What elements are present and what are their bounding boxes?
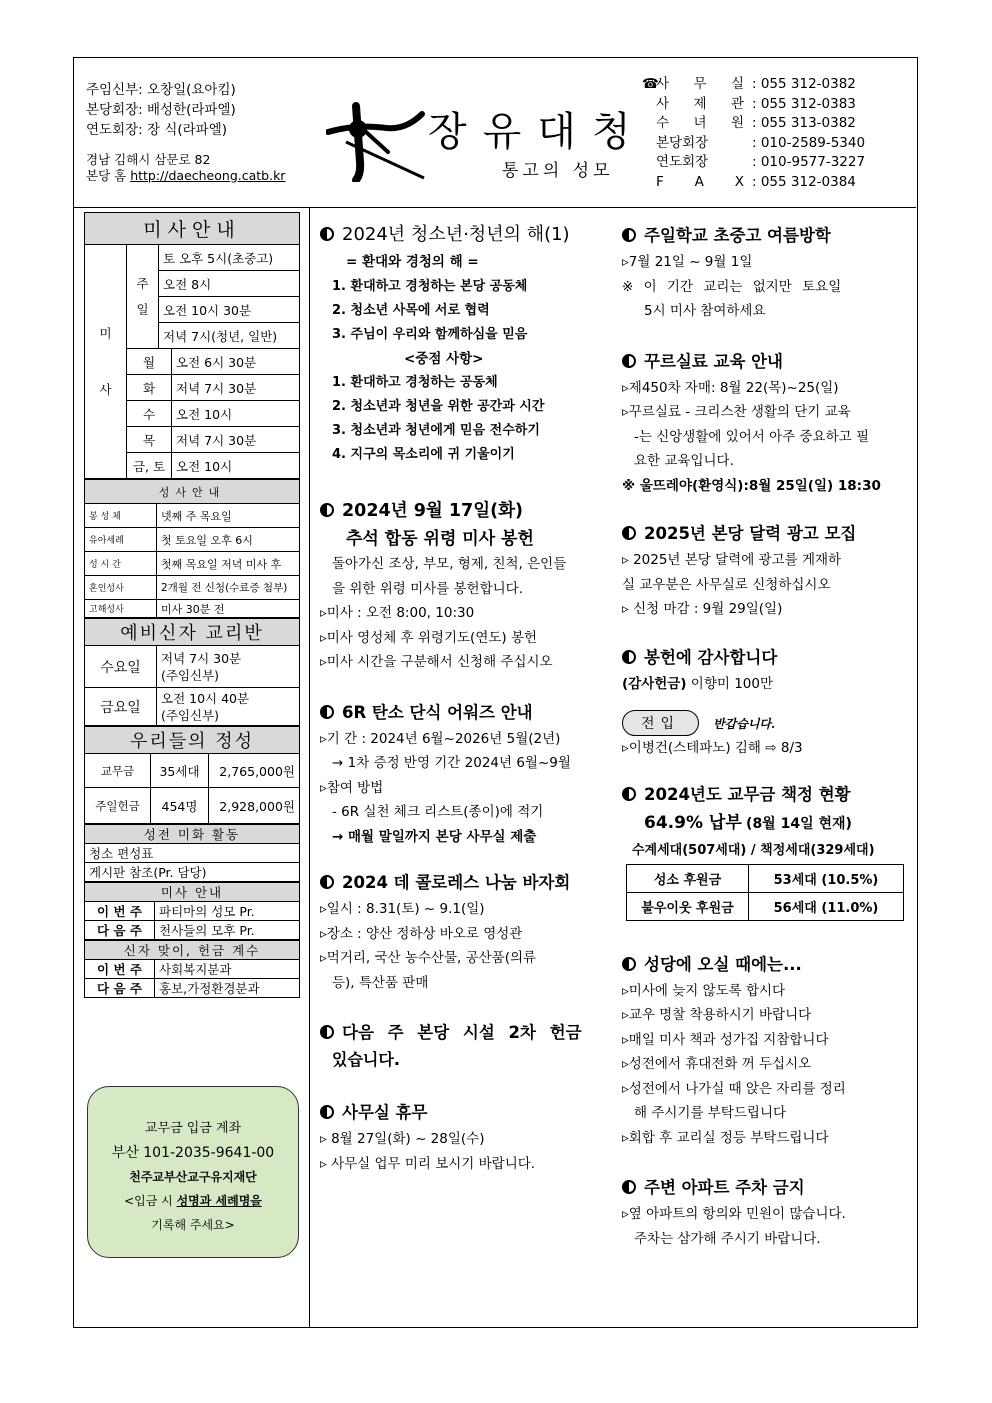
account-box bbox=[87, 1086, 299, 1258]
text-line: ▹장소 : 양산 정하상 바오로 영성관 bbox=[320, 925, 523, 942]
half-circle-icon bbox=[622, 354, 636, 368]
yeondo-president: 연도회장: 장 식(라파엘) bbox=[86, 122, 228, 138]
list-item: 2. 청소년과 청년을 위한 공간과 시간 bbox=[332, 399, 545, 414]
text-line: 주차는 삼가해 주시기 바랍니다. bbox=[634, 1230, 821, 1247]
sacrament-value: 첫 토요일 오후 6시 bbox=[157, 528, 300, 552]
account-note: <입금 시 bbox=[124, 1194, 177, 1208]
text-line: ▹ 8월 27일(화) ~ 28일(수) bbox=[320, 1131, 485, 1147]
contact-row: 사 제 관 : 055 312-0383 bbox=[656, 95, 856, 112]
sunday-mass: 오전 8시 bbox=[159, 271, 300, 297]
offering-key: 주일헌금 bbox=[85, 788, 151, 824]
half-circle-icon bbox=[320, 705, 334, 719]
bulletin-title: 장유대청 bbox=[428, 109, 647, 155]
sacrament-value: 2개월 전 신청(수료증 첨부) bbox=[157, 576, 300, 600]
offering-count: 35세대 bbox=[151, 754, 209, 788]
payment-date: (8월 14일 현재) bbox=[746, 815, 852, 832]
thanks-label: (감사헌금) bbox=[622, 675, 687, 692]
text-line: ▹미사 : 오전 8:00, 10:30 bbox=[320, 605, 475, 621]
week-value: 홍보,가정환경분과 bbox=[155, 979, 300, 998]
section-sub: = 환대와 경청의 해 = bbox=[346, 254, 479, 270]
sunday-mass: 토 오후 5시(초중고) bbox=[159, 245, 300, 271]
text-line: ▹미사 시간을 구분해서 신청해 주십시오 bbox=[320, 654, 553, 670]
mass-table bbox=[84, 212, 300, 479]
account-note: 기록해 주세요> bbox=[151, 1218, 235, 1232]
text-line: ▹ 2025년 본당 달력에 광고를 게재하 bbox=[622, 552, 842, 568]
household-count: 수계세대(507세대) / 책정세대(329세대) bbox=[632, 842, 875, 858]
support-key: 성소 후원금 bbox=[627, 864, 749, 892]
half-circle-icon bbox=[320, 503, 334, 517]
weekday-time: 오전 10시 bbox=[172, 453, 300, 479]
class-day: 수요일 bbox=[85, 646, 157, 688]
half-circle-icon bbox=[320, 875, 334, 889]
contact-row: 연도회장 : 010-9577-3227 bbox=[656, 154, 866, 171]
mass-title: 미사안내 bbox=[85, 213, 300, 245]
sacrament-title: 성사안내 bbox=[85, 480, 300, 504]
week-label: 이 번 주 bbox=[85, 960, 155, 979]
text-line: ※ 이 기간 교리는 없지만 토요일 bbox=[622, 278, 842, 295]
section-heading: 주일학교 초중고 여름방학 bbox=[622, 222, 908, 246]
weekday-time: 오전 10시 bbox=[172, 401, 300, 427]
list-item: 3. 청소년과 청년에게 믿음 전수하기 bbox=[332, 423, 540, 438]
text-line: → 1차 증정 반영 기간 2024년 6월~9월 bbox=[332, 755, 571, 771]
text-line: ▹일시 : 8.31(토) ~ 9.1(일) bbox=[320, 901, 485, 917]
offering-title: 우리들의 정성 bbox=[85, 727, 300, 754]
beautify-row: 청소 편성표 bbox=[85, 844, 300, 863]
section-heading: 2024년 청소년·청년의 해(1) bbox=[320, 220, 616, 246]
half-circle-icon bbox=[622, 228, 636, 242]
section-sub: 추석 합동 위령 미사 봉헌 bbox=[346, 529, 534, 549]
account-title: 교무금 입금 계좌 bbox=[144, 1121, 242, 1136]
bulletin-subtitle: 통고의 성모 bbox=[502, 161, 614, 181]
offering-amount: 2,928,000원 bbox=[209, 788, 300, 824]
weekday-time: 저녁 7시 30분 bbox=[172, 375, 300, 401]
text-line: ▹먹거리, 국산 농수산물, 공산품(의류 bbox=[320, 950, 537, 966]
text-line: ▹성전에서 휴대전화 꺼 두십시오 bbox=[622, 1056, 812, 1072]
week-label: 이 번 주 bbox=[85, 902, 155, 921]
sacrament-key: 성 시 간 bbox=[85, 552, 157, 576]
list-item: 1. 환대하고 경청하는 공동체 bbox=[332, 375, 498, 390]
catechumen-table bbox=[84, 618, 300, 726]
column-divider bbox=[309, 208, 310, 1327]
text-line: ▹7월 21일 ~ 9월 1일 bbox=[622, 254, 753, 270]
section-heading: 다음 주 본당 시설 2차 헌금 bbox=[320, 1019, 616, 1043]
text-line: → 매월 말일까지 본당 사무실 제출 bbox=[332, 828, 537, 845]
offering-key: 교무금 bbox=[85, 754, 151, 788]
mass-label: 미 사 bbox=[85, 245, 127, 479]
sunday-mass: 오전 10시 30분 bbox=[159, 297, 300, 323]
text-line: ▹매일 미사 책과 성가집 지참합니다 bbox=[622, 1031, 829, 1048]
text-line: 돌아가신 조상, 부모, 형제, 친척, 은인들 bbox=[332, 556, 567, 572]
text-line: ▹미사에 늦지 않도록 합시다 bbox=[622, 982, 786, 999]
thanks-text: 이향미 100만 bbox=[686, 675, 774, 692]
section-heading: 성당에 오실 때에는... bbox=[622, 951, 908, 975]
bulletin-frame bbox=[73, 57, 918, 1328]
section-heading: 2024년도 교무금 책정 현황 bbox=[622, 781, 908, 805]
class-time: 오전 10시 40분 (주임신부) bbox=[157, 688, 300, 726]
home-link[interactable]: http://daecheong.catb.kr bbox=[130, 168, 286, 183]
greeting-title: 신자 맞이, 헌금 계수 bbox=[85, 941, 300, 960]
support-value: 56세대 (11.0%) bbox=[749, 892, 904, 920]
account-holder: 천주교부산교구유지재단 bbox=[129, 1170, 257, 1184]
text-line: ▹성전에서 나가실 때 앉은 자리를 정리 bbox=[622, 1080, 846, 1097]
half-circle-icon bbox=[622, 650, 636, 664]
text-line: 실 교우분은 사무실로 신청하십시오 bbox=[622, 576, 831, 593]
weekday-time: 오전 6시 30분 bbox=[172, 349, 300, 375]
beautify-title: 성전 미화 활동 bbox=[85, 825, 300, 844]
text-line: ▹회합 후 교리실 정등 부탁드립니다 bbox=[622, 1129, 829, 1146]
text-line: 해 주시기를 부탁드립니다 bbox=[634, 1105, 787, 1121]
contact-row: ☎ 사 무 실 : 055 312-0382 bbox=[656, 75, 865, 95]
sacrament-key: 고해성사 bbox=[85, 600, 157, 618]
class-day: 금요일 bbox=[85, 688, 157, 726]
week-label: 다 음 주 bbox=[85, 921, 155, 940]
contact-row: 수 녀 원 : 055 313-0382 bbox=[656, 115, 856, 132]
list-item: 2. 청소년 사목에 서로 협력 bbox=[332, 302, 490, 318]
section-heading: 2025년 본당 달력 광고 모집 bbox=[622, 520, 908, 544]
middle-column bbox=[320, 220, 616, 1176]
offering-table bbox=[84, 726, 300, 824]
week-value: 천사들의 모후 Pr. bbox=[155, 921, 300, 940]
half-circle-icon bbox=[320, 227, 334, 241]
header bbox=[74, 58, 916, 208]
contact-row: F A X : 055 312-0384 bbox=[656, 173, 856, 190]
clergy-info bbox=[86, 80, 285, 184]
sacrament-value: 미사 30분 전 bbox=[157, 600, 300, 618]
support-table bbox=[626, 864, 904, 921]
text-line: ▹ 사무실 업무 미리 보시기 바랍니다. bbox=[320, 1155, 536, 1172]
text-line: ▹참여 방법 bbox=[320, 779, 384, 796]
account-number: 부산 101-2035-9641-00 bbox=[111, 1145, 275, 1161]
section-sub: <중점 사항> bbox=[404, 350, 484, 367]
weekday: 화 bbox=[127, 375, 172, 401]
greeting-table bbox=[84, 940, 300, 998]
half-circle-icon bbox=[622, 957, 636, 971]
section-heading: 2024 데 콜로레스 나눔 바자회 bbox=[320, 869, 616, 893]
transfer-in-badge: 전입 bbox=[622, 710, 699, 736]
weekday: 금, 토 bbox=[127, 453, 172, 479]
text-line: -는 신앙생활에 있어서 아주 중요하고 필 bbox=[634, 428, 869, 445]
half-circle-icon bbox=[622, 1180, 636, 1194]
text-line: ▹교우 명찰 착용하시기 바랍니다 bbox=[622, 1007, 812, 1023]
sacrament-key: 혼인성사 bbox=[85, 576, 157, 600]
weekday-time: 저녁 7시 30분 bbox=[172, 427, 300, 453]
sacrament-value: 넷째 주 목요일 bbox=[157, 504, 300, 528]
section-heading: 봉헌에 감사합니다 bbox=[622, 644, 908, 668]
account-note-bold: 성명과 세례명을 bbox=[176, 1194, 262, 1208]
sunday-label: 주 일 bbox=[127, 245, 159, 349]
section-sub: 있습니다. bbox=[332, 1050, 400, 1069]
class-time: 저녁 7시 30분 (주임신부) bbox=[157, 646, 300, 688]
parish-president: 본당회장: 배성한(라파엘) bbox=[86, 102, 236, 118]
list-item: 4. 지구의 목소리에 귀 기울이기 bbox=[332, 447, 515, 462]
sunday-mass: 저녁 7시(청년, 일반) bbox=[159, 323, 300, 349]
week-value: 사회복지분과 bbox=[155, 960, 300, 979]
sacrament-key: 봉 성 체 bbox=[85, 504, 157, 528]
text-line: 등), 특산품 판매 bbox=[332, 974, 429, 991]
sacrament-table bbox=[84, 479, 300, 618]
list-item: 1. 환대하고 경청하는 본당 공동체 bbox=[332, 278, 528, 294]
text-line: 요한 교육입니다. bbox=[634, 453, 734, 469]
left-column bbox=[84, 212, 300, 998]
pastor: 주임신부: 오창일(요아킴) bbox=[86, 82, 236, 98]
half-circle-icon bbox=[622, 526, 636, 540]
weekday: 수 bbox=[127, 401, 172, 427]
section-heading: 사무실 휴무 bbox=[320, 1099, 616, 1123]
text-line: ▹이병건(스테파노) 김해 ⇨ 8/3 bbox=[622, 740, 803, 756]
text-line: 을 위한 위령 미사를 봉헌합니다. bbox=[332, 580, 523, 597]
text-line: - 6R 실천 체크 리스트(종이)에 적기 bbox=[332, 804, 544, 820]
week-label: 다 음 주 bbox=[85, 979, 155, 998]
beautify-row: 게시판 참조(Pr. 담당) bbox=[85, 863, 300, 882]
half-circle-icon bbox=[320, 1025, 334, 1039]
payment-percent: 64.9% 납부 bbox=[644, 812, 742, 833]
week-value: 파티마의 성모 Pr. bbox=[155, 902, 300, 921]
half-circle-icon bbox=[320, 1105, 334, 1119]
text-line: ▹제450차 자매: 8월 22(목)~25(일) bbox=[622, 379, 839, 396]
text-line: ※ 울뜨레야(환영식):8월 25일(일) 18:30 bbox=[622, 477, 881, 494]
contact-row: 본당회장 : 010-2589-5340 bbox=[656, 134, 866, 151]
support-key: 불우이웃 후원금 bbox=[627, 892, 749, 920]
weekday: 목 bbox=[127, 427, 172, 453]
contact-list bbox=[642, 75, 866, 193]
mass-guide-table bbox=[84, 882, 300, 940]
weekday: 월 bbox=[127, 349, 172, 375]
text-line: ▹미사 영성체 후 위령기도(연도) 봉헌 bbox=[320, 629, 538, 646]
address: 경남 김해시 삼문로 82 bbox=[86, 152, 211, 167]
welcome-script: 반갑습니다. bbox=[713, 716, 776, 731]
offering-count: 454명 bbox=[151, 788, 209, 824]
sacrament-key: 유아세례 bbox=[85, 528, 157, 552]
section-heading: 꾸르실료 교육 안내 bbox=[622, 348, 908, 372]
cross-logo-icon bbox=[326, 102, 426, 182]
text-line: ▹ 신청 마감 : 9월 29일(일) bbox=[622, 601, 783, 617]
section-heading: 2024년 9월 17일(화) bbox=[320, 497, 616, 522]
right-column bbox=[622, 220, 908, 1251]
catechumen-title: 예비신자 교리반 bbox=[85, 619, 300, 646]
text-line: ▹꾸르실료 - 크리스찬 생활의 단기 교육 bbox=[622, 404, 851, 420]
text-line: ▹기 간 : 2024년 6월~2026년 5월(2년) bbox=[320, 730, 561, 747]
text-line: 5시 미사 참여하세요 bbox=[644, 303, 766, 319]
sacrament-value: 첫째 목요일 저녁 미사 후 bbox=[157, 552, 300, 576]
section-heading: 6R 탄소 단식 어워즈 안내 bbox=[320, 699, 616, 723]
support-value: 53세대 (10.5%) bbox=[749, 864, 904, 892]
offering-amount: 2,765,000원 bbox=[209, 754, 300, 788]
beautify-table bbox=[84, 824, 300, 882]
phone-icon: ☎ bbox=[642, 76, 659, 92]
mass-guide-title: 미사 안내 bbox=[85, 883, 300, 902]
bulletin-body bbox=[74, 208, 916, 1327]
section-heading: 주변 아파트 주차 금지 bbox=[622, 1174, 908, 1198]
half-circle-icon bbox=[622, 787, 636, 801]
text-line: ▹옆 아파트의 항의와 민원이 많습니다. bbox=[622, 1206, 846, 1222]
list-item: 3. 주님이 우리와 함께하심을 믿음 bbox=[332, 326, 528, 342]
home-label: 본당 홈 bbox=[86, 168, 127, 183]
